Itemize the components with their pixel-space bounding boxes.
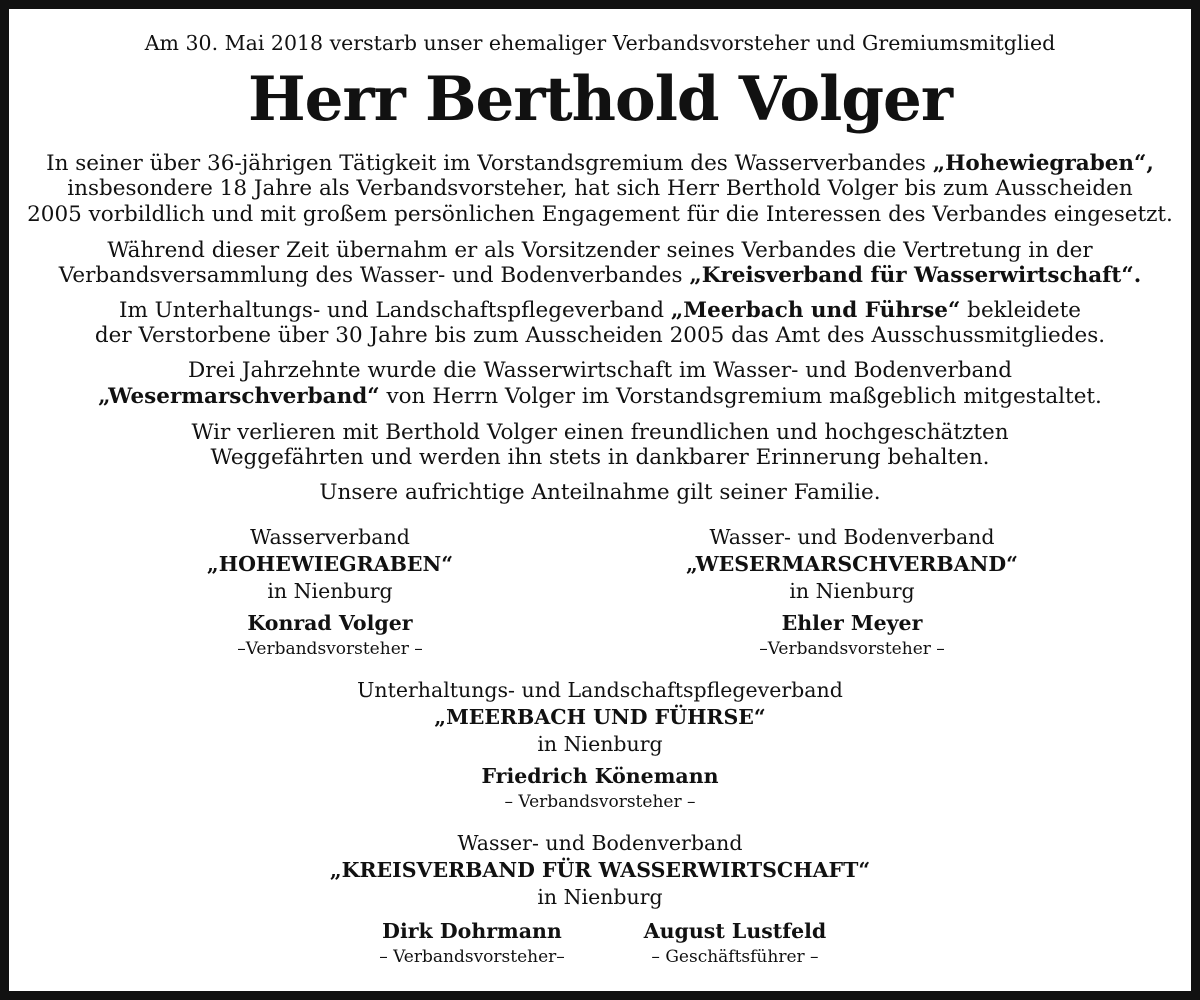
paragraph-line: Während dieser Zeit übernahm er als Vorsitzender seines Verbandes die Vertretung in der: [107, 238, 1093, 263]
org-name: „HOHEWIEGRABEN“: [206, 552, 454, 576]
paragraph-line: Im Unterhaltungs- und Landschaftspflegeverband „Meerbach und Führse“ bekleidete: [118, 298, 1082, 323]
paragraph-line: Drei Jahrzehnte wurde die Wasserwirtschaft im Wasser- und Bodenverband: [187, 358, 1012, 383]
signer-name: Friedrich Könemann: [481, 764, 719, 788]
org-name: „MEERBACH UND FÜHRSE“: [434, 705, 766, 729]
signer-name: Ehler Meyer: [781, 611, 923, 635]
signer-name: August Lustfeld: [643, 919, 827, 943]
paragraph-line: 2005 vorbildlich und mit großem persönlichen Engagement für die Interessen des Verbandes eingesetzt.: [27, 202, 1173, 227]
org-type: Unterhaltungs- und Landschaftspflegeverband: [357, 678, 843, 702]
signer-role: –Verbandsvorsteher –: [759, 639, 945, 659]
org-place: in Nienburg: [267, 579, 393, 603]
paragraph-line: Verbandsversammlung des Wasser- und Bodenverbandes „Kreisverband für Wasserwirtschaft“.: [58, 263, 1142, 288]
paragraph-line: der Verstorbene über 30 Jahre bis zum Ausscheiden 2005 das Amt des Ausschussmitgliedes.: [94, 323, 1106, 348]
org-place: in Nienburg: [537, 885, 663, 909]
org-type: Wasserverband: [250, 525, 410, 549]
deceased-name: Herr Berthold Volger: [248, 64, 952, 135]
signer-role: – Verbandsvorsteher –: [504, 792, 696, 812]
signatory-kreisverband: [250, 830, 950, 911]
signatory-hohewiegraben: [130, 524, 530, 661]
paragraph-line: Weggefährten und werden ihn stets in dankbarer Erinnerung behalten.: [210, 445, 990, 470]
paragraph-line: insbesondere 18 Jahre als Verbandsvorsteher, hat sich Herr Berthold Volger bis zum Ausscheiden: [67, 176, 1133, 201]
signer-name: Dirk Dohrmann: [382, 919, 562, 943]
signer-role: – Geschäftsführer –: [651, 947, 819, 967]
org-type: Wasser- und Bodenverband: [709, 525, 995, 549]
org-place: in Nienburg: [537, 732, 663, 756]
signer-role: – Verbandsvorsteher–: [379, 947, 565, 967]
org-name: „KREISVERBAND FÜR WASSERWIRTSCHAFT“: [329, 858, 871, 882]
signatory-meerbach: [300, 677, 900, 814]
signer-lustfeld: [575, 917, 895, 969]
paragraph-line: Unsere aufrichtige Anteilnahme gilt seiner Familie.: [319, 480, 881, 505]
intro-line: Am 30. Mai 2018 verstarb unser ehemaliger Verbandsvorsteher und Gremiumsmitglied: [144, 31, 1056, 55]
paragraph-line: Wir verlieren mit Berthold Volger einen freundlichen und hochgeschätzten: [191, 420, 1009, 445]
paragraph-line: In seiner über 36-jährigen Tätigkeit im Vorstandsgremium des Wasserverbandes „Hohewiegraben“,: [46, 151, 1154, 176]
signer-name: Konrad Volger: [247, 611, 413, 635]
org-type: Wasser- und Bodenverband: [457, 831, 743, 855]
signatory-wesermarsch: [652, 524, 1052, 661]
signer-role: –Verbandsvorsteher –: [237, 639, 423, 659]
org-place: in Nienburg: [789, 579, 915, 603]
paragraph-line: „Wesermarschverband“ von Herrn Volger im Vorstandsgremium maßgeblich mitgestaltet.: [98, 384, 1102, 409]
org-name: „WESERMARSCHVERBAND“: [686, 552, 1018, 576]
